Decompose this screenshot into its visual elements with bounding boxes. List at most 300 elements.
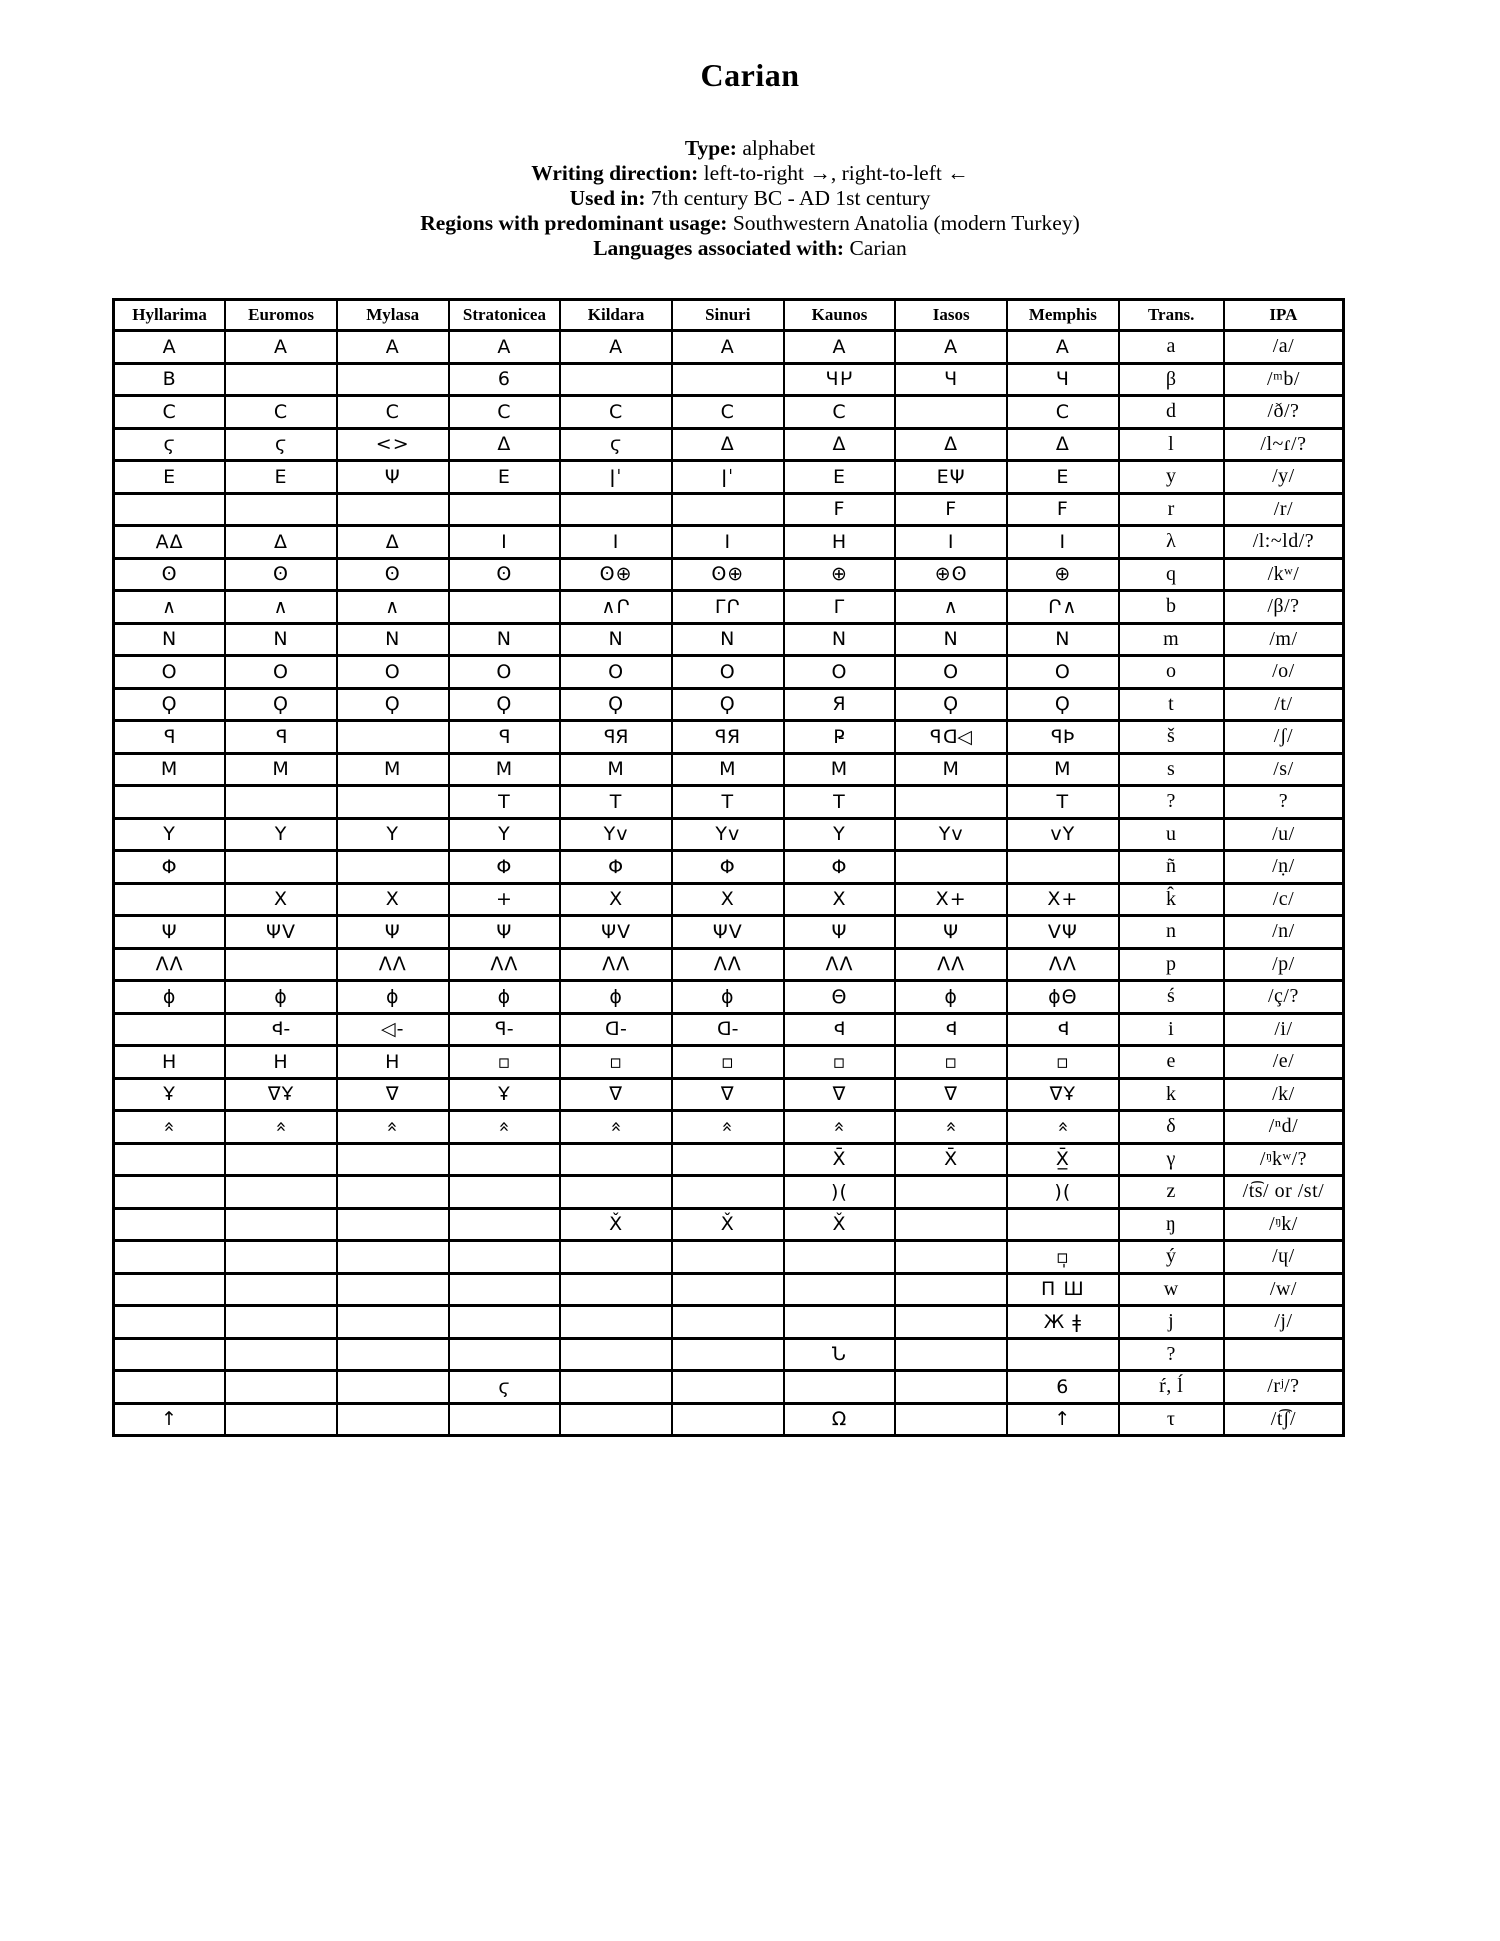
glyph-cell: Ր∧ <box>1007 591 1119 624</box>
glyph-cell: PD◁ <box>895 721 1007 754</box>
glyph-cell <box>560 1241 672 1274</box>
glyph-cell: O <box>449 656 561 689</box>
glyph-cell <box>114 493 226 526</box>
glyph-cell <box>225 1143 337 1176</box>
table-body <box>114 331 1344 1436</box>
glyph-cell: ϛ <box>449 1371 561 1404</box>
glyph-cell: Ն <box>784 1338 896 1371</box>
meta-type-value: alphabet <box>736 136 816 160</box>
glyph-cell: Ψ <box>895 916 1007 949</box>
glyph-cell: C <box>337 396 449 429</box>
glyph-cell: Φ <box>560 851 672 884</box>
table-row <box>114 1013 1344 1046</box>
ipa-cell: /c/ <box>1224 883 1344 916</box>
ipa-cell: /ç/? <box>1224 981 1344 1014</box>
meta-used-in-value: 7th century BC - AD 1st century <box>645 186 931 210</box>
glyph-cell: 6 <box>449 363 561 396</box>
glyph-cell: N <box>449 623 561 656</box>
glyph-cell: T <box>560 786 672 819</box>
glyph-cell: ʘ <box>225 558 337 591</box>
ipa-cell: ? <box>1224 786 1344 819</box>
glyph-cell: ∇ <box>337 1078 449 1111</box>
glyph-cell <box>895 1241 1007 1274</box>
table-row <box>114 396 1344 429</box>
glyph-cell: B <box>114 363 226 396</box>
glyph-cell: Y <box>449 818 561 851</box>
glyph-cell <box>114 1176 226 1209</box>
transformed-glyph: « <box>828 1120 851 1134</box>
transformed-glyph: Þ <box>1056 1018 1070 1041</box>
glyph-cell <box>672 1143 784 1176</box>
glyph-cell <box>114 1143 226 1176</box>
glyph-cell: A <box>672 331 784 364</box>
glyph-cell: ΛΛ <box>560 948 672 981</box>
transliteration-cell: k <box>1119 1078 1224 1111</box>
glyph-cell <box>225 1371 337 1404</box>
glyph-cell: E <box>784 461 896 494</box>
glyph-cell <box>895 1273 1007 1306</box>
glyph-cell: O <box>560 656 672 689</box>
glyph-cell: A <box>337 331 449 364</box>
glyph-cell <box>560 1273 672 1306</box>
glyph-cell <box>895 1306 1007 1339</box>
glyph-cell: ʘ <box>114 558 226 591</box>
glyph-cell: ↑ <box>1007 1403 1119 1436</box>
glyph-cell: M <box>560 753 672 786</box>
glyph-cell: D- <box>560 1013 672 1046</box>
glyph-cell: M <box>672 753 784 786</box>
glyph-cell: Γ <box>784 591 896 624</box>
ipa-cell: /o/ <box>1224 656 1344 689</box>
glyph-cell: N <box>225 623 337 656</box>
table-row <box>114 1338 1344 1371</box>
glyph-cell <box>560 1306 672 1339</box>
glyph-cell <box>672 1306 784 1339</box>
glyph-cell <box>560 363 672 396</box>
table-row <box>114 688 1344 721</box>
glyph-cell: M <box>784 753 896 786</box>
glyph-cell <box>895 851 1007 884</box>
glyph-cell: X <box>225 883 337 916</box>
glyph-cell <box>672 1371 784 1404</box>
glyph-cell: ◁- <box>337 1013 449 1046</box>
glyph-cell: ∧Ր <box>560 591 672 624</box>
meta-writing-direction <box>0 161 1500 186</box>
glyph-cell: H <box>337 1046 449 1079</box>
glyph-cell: O <box>114 656 226 689</box>
glyph-cell: E <box>1007 461 1119 494</box>
glyph-cell: Y <box>337 818 449 851</box>
glyph-cell <box>1007 1338 1119 1371</box>
glyph-cell: A <box>449 331 561 364</box>
glyph-cell: N <box>895 623 1007 656</box>
glyph-cell: H <box>784 526 896 559</box>
table-row <box>114 981 1344 1014</box>
ipa-cell: /t/ <box>1224 688 1344 721</box>
glyph-cell <box>225 1241 337 1274</box>
glyph-cell <box>449 591 561 624</box>
meta-writing-direction-value: left-to-right →, right-to-left ← <box>698 161 969 185</box>
glyph-cell <box>225 1176 337 1209</box>
meta-writing-direction-label: Writing direction: <box>531 161 699 185</box>
column-header: Hyllarima <box>114 300 226 331</box>
table-row <box>114 1208 1344 1241</box>
transliteration-cell: š <box>1119 721 1224 754</box>
glyph-cell: X <box>672 1208 784 1241</box>
page-header <box>0 0 1500 261</box>
glyph-cell <box>337 1273 449 1306</box>
column-header: Sinuri <box>672 300 784 331</box>
glyph-cell <box>114 1111 226 1144</box>
glyph-cell: ⊕ <box>1007 558 1119 591</box>
transliteration-cell: d <box>1119 396 1224 429</box>
meta-languages-label: Languages associated with: <box>593 236 845 260</box>
glyph-cell: Φ <box>784 851 896 884</box>
column-header: Stratonicea <box>449 300 561 331</box>
glyph-cell: ∇Ұ <box>225 1078 337 1111</box>
table-row <box>114 428 1344 461</box>
transliteration-cell: t <box>1119 688 1224 721</box>
glyph-cell: ΨV <box>560 916 672 949</box>
transformed-glyph: « <box>270 1120 293 1134</box>
glyph-cell: Y <box>225 818 337 851</box>
ipa-cell: /k/ <box>1224 1078 1344 1111</box>
transliteration-cell: p <box>1119 948 1224 981</box>
transformed-glyph: « <box>381 1120 404 1134</box>
transliteration-cell: δ <box>1119 1111 1224 1144</box>
transformed-glyph: Ч <box>839 368 854 391</box>
table-row <box>114 558 1344 591</box>
glyph-cell: ΛΛ <box>895 948 1007 981</box>
glyph-cell <box>225 1403 337 1436</box>
glyph-cell: Δ <box>449 428 561 461</box>
glyph-cell <box>560 1176 672 1209</box>
glyph-cell: Δ <box>672 428 784 461</box>
transformed-glyph: P <box>714 725 727 748</box>
glyph-cell: N <box>672 623 784 656</box>
transformed-glyph: P <box>929 725 942 748</box>
glyph-cell <box>337 721 449 754</box>
ipa-cell: /y/ <box>1224 461 1344 494</box>
table-row <box>114 1273 1344 1306</box>
glyph-cell: Ϙ <box>1007 688 1119 721</box>
glyph-cell <box>895 1176 1007 1209</box>
glyph-cell: H <box>114 1046 226 1079</box>
page-title: Carian <box>700 57 800 93</box>
glyph-cell <box>114 786 226 819</box>
glyph-cell <box>225 786 337 819</box>
transliteration-cell: m <box>1119 623 1224 656</box>
glyph-cell <box>114 883 226 916</box>
ipa-cell <box>1224 1338 1344 1371</box>
glyph-cell: C <box>1007 396 1119 429</box>
glyph-cell <box>784 1241 896 1274</box>
glyph-cell <box>672 1241 784 1274</box>
transformed-glyph: « <box>716 1120 739 1134</box>
transliteration-cell: r <box>1119 493 1224 526</box>
metadata-block <box>0 136 1500 261</box>
glyph-cell: ΨV <box>672 916 784 949</box>
glyph-cell: Þ- <box>225 1013 337 1046</box>
glyph-cell: Ϙ <box>449 688 561 721</box>
glyph-cell <box>784 1273 896 1306</box>
glyph-cell: ǀˈ <box>672 461 784 494</box>
column-header: Memphis <box>1007 300 1119 331</box>
glyph-cell: Ψ <box>114 916 226 949</box>
glyph-cell: ʘ <box>337 558 449 591</box>
glyph-cell: X <box>1007 1143 1119 1176</box>
glyph-cell <box>337 786 449 819</box>
transliteration-cell: y <box>1119 461 1224 494</box>
table-row <box>114 591 1344 624</box>
transformed-glyph: D <box>941 725 958 748</box>
table-row <box>114 883 1344 916</box>
glyph-cell: Ϙ <box>225 688 337 721</box>
glyph-cell: <> <box>337 428 449 461</box>
glyph-cell <box>337 1371 449 1404</box>
table-row <box>114 721 1344 754</box>
glyph-cell <box>560 1403 672 1436</box>
glyph-cell: X <box>560 883 672 916</box>
transliteration-cell: j <box>1119 1306 1224 1339</box>
glyph-cell: I <box>1007 526 1119 559</box>
glyph-cell <box>337 1403 449 1436</box>
glyph-cell: F <box>784 493 896 526</box>
glyph-cell <box>114 1241 226 1274</box>
glyph-cell: T <box>784 786 896 819</box>
glyph-cell: 6 <box>1007 1371 1119 1404</box>
glyph-cell <box>225 721 337 754</box>
glyph-cell: C <box>560 396 672 429</box>
transliteration-cell: w <box>1119 1273 1224 1306</box>
glyph-cell: Ұ <box>114 1078 226 1111</box>
ipa-cell: /n/ <box>1224 916 1344 949</box>
glyph-cell <box>337 851 449 884</box>
meta-regions <box>0 211 1500 236</box>
column-header: Kaunos <box>784 300 896 331</box>
table-row <box>114 331 1344 364</box>
glyph-cell <box>895 786 1007 819</box>
glyph-cell: ▫ <box>1007 1241 1119 1274</box>
ipa-cell: /t͡s/ or /st/ <box>1224 1176 1344 1209</box>
glyph-cell <box>784 1013 896 1046</box>
transliteration-cell: ñ <box>1119 851 1224 884</box>
glyph-cell: vY <box>1007 818 1119 851</box>
glyph-cell <box>449 1338 561 1371</box>
table-row <box>114 786 1344 819</box>
glyph-cell: N <box>337 623 449 656</box>
glyph-cell: O <box>337 656 449 689</box>
table-row <box>114 1403 1344 1436</box>
glyph-cell: ʘ⊕ <box>560 558 672 591</box>
glyph-cell <box>1007 1013 1119 1046</box>
glyph-cell: ↑ <box>114 1403 226 1436</box>
glyph-cell: N <box>114 623 226 656</box>
glyph-cell: Δ <box>784 428 896 461</box>
glyph-cell: Δ <box>225 526 337 559</box>
glyph-cell <box>225 1338 337 1371</box>
glyph-cell: ΨV <box>225 916 337 949</box>
table-row <box>114 1046 1344 1079</box>
transformed-glyph: Þ <box>270 1018 284 1041</box>
glyph-cell <box>672 493 784 526</box>
glyph-cell <box>449 1208 561 1241</box>
glyph-cell <box>449 1403 561 1436</box>
transliteration-cell: ŋ <box>1119 1208 1224 1241</box>
transliteration-cell: τ <box>1119 1403 1224 1436</box>
transformed-glyph: P <box>494 1018 507 1041</box>
glyph-cell: ϛ <box>114 428 226 461</box>
glyph-cell: A <box>114 331 226 364</box>
glyph-cell: T <box>449 786 561 819</box>
glyph-cell: Ψ <box>337 461 449 494</box>
glyph-cell: I <box>895 526 1007 559</box>
glyph-cell <box>784 1306 896 1339</box>
header-row <box>114 300 1344 331</box>
glyph-cell: VΨ <box>1007 916 1119 949</box>
glyph-cell: C <box>784 396 896 429</box>
glyph-cell: Ψ <box>337 916 449 949</box>
glyph-cell: Δ <box>337 526 449 559</box>
glyph-cell <box>895 1208 1007 1241</box>
ipa-cell: /p/ <box>1224 948 1344 981</box>
ipa-cell: /β/? <box>1224 591 1344 624</box>
glyph-cell: M <box>895 753 1007 786</box>
glyph-cell <box>114 1338 226 1371</box>
ipa-cell: /ɥ/ <box>1224 1241 1344 1274</box>
glyph-cell: I <box>449 526 561 559</box>
glyph-cell: ʘ⊕ <box>672 558 784 591</box>
glyph-cell <box>672 363 784 396</box>
table-row <box>114 363 1344 396</box>
transliteration-cell: ? <box>1119 1338 1224 1371</box>
glyph-cell: C <box>114 396 226 429</box>
glyph-cell: ∇ <box>895 1078 1007 1111</box>
transformed-glyph: P <box>602 725 616 748</box>
glyph-cell <box>1007 1111 1119 1144</box>
glyph-cell: C <box>449 396 561 429</box>
glyph-cell: X <box>895 1143 1007 1176</box>
glyph-cell: PЯ <box>672 721 784 754</box>
glyph-cell: I <box>560 526 672 559</box>
glyph-cell: H <box>225 1046 337 1079</box>
glyph-cell: PЯ <box>560 721 672 754</box>
glyph-cell: ЧЧ <box>784 363 896 396</box>
glyph-cell: O <box>225 656 337 689</box>
meta-languages-value: Carian <box>844 236 907 260</box>
glyph-cell: )( <box>1007 1176 1119 1209</box>
meta-languages <box>0 236 1500 261</box>
ipa-cell: /rʲ/? <box>1224 1371 1344 1404</box>
transliteration-cell: a <box>1119 331 1224 364</box>
meta-regions-value: Southwestern Anatolia (modern Turkey) <box>727 211 1080 235</box>
glyph-cell: Я <box>784 688 896 721</box>
transliteration-cell: e <box>1119 1046 1224 1079</box>
ipa-cell: /u/ <box>1224 818 1344 851</box>
glyph-cell: ɸ <box>337 981 449 1014</box>
glyph-cell <box>337 1338 449 1371</box>
table-row <box>114 1241 1344 1274</box>
glyph-cell: E <box>114 461 226 494</box>
glyph-cell: M <box>225 753 337 786</box>
glyph-cell: Ұ <box>449 1078 561 1111</box>
glyph-cell <box>337 363 449 396</box>
glyph-cell: )( <box>784 1176 896 1209</box>
glyph-cell: P- <box>449 1013 561 1046</box>
glyph-cell <box>225 851 337 884</box>
glyph-cell <box>225 1111 337 1144</box>
glyph-cell: EΨ <box>895 461 1007 494</box>
glyph-cell: ∇ <box>560 1078 672 1111</box>
glyph-cell: D- <box>672 1013 784 1046</box>
table-header <box>114 300 1344 331</box>
glyph-cell: ɸΘ <box>1007 981 1119 1014</box>
glyph-cell: E <box>449 461 561 494</box>
glyph-cell <box>784 1111 896 1144</box>
ipa-cell: /ᵑkʷ/? <box>1224 1143 1344 1176</box>
glyph-cell: Yv <box>560 818 672 851</box>
glyph-cell: ɸ <box>225 981 337 1014</box>
glyph-cell <box>560 493 672 526</box>
glyph-cell: ϛ <box>225 428 337 461</box>
glyph-cell: ΓՐ <box>672 591 784 624</box>
glyph-cell <box>1007 851 1119 884</box>
glyph-cell: O <box>784 656 896 689</box>
glyph-cell: T <box>672 786 784 819</box>
glyph-cell <box>225 948 337 981</box>
glyph-cell: ΛΛ <box>672 948 784 981</box>
glyph-cell <box>672 1176 784 1209</box>
table-row <box>114 656 1344 689</box>
table-row <box>114 493 1344 526</box>
ipa-cell: /ⁿd/ <box>1224 1111 1344 1144</box>
glyph-cell: ∇ <box>784 1078 896 1111</box>
glyph-cell: Δ <box>1007 428 1119 461</box>
glyph-cell <box>672 1338 784 1371</box>
transliteration-cell: ŕ, ĺ <box>1119 1371 1224 1404</box>
glyph-cell <box>895 1403 1007 1436</box>
meta-regions-label: Regions with predominant usage: <box>420 211 728 235</box>
glyph-cell: T <box>1007 786 1119 819</box>
transliteration-cell: ś <box>1119 981 1224 1014</box>
glyph-cell <box>225 1273 337 1306</box>
glyph-cell: ⊕ <box>784 558 896 591</box>
glyph-cell: Φ <box>114 851 226 884</box>
table-row <box>114 1306 1344 1339</box>
glyph-cell: ΛΛ <box>337 948 449 981</box>
glyph-cell: ΛΛ <box>784 948 896 981</box>
glyph-cell <box>337 1111 449 1144</box>
glyph-cell: Ж ǂ <box>1007 1306 1119 1339</box>
glyph-cell: X <box>784 883 896 916</box>
glyph-cell: N <box>560 623 672 656</box>
transliteration-cell: λ <box>1119 526 1224 559</box>
glyph-cell: X <box>560 1208 672 1241</box>
glyph-cell: ΑΔ <box>114 526 226 559</box>
glyph-cell: O <box>1007 656 1119 689</box>
glyph-cell: M <box>1007 753 1119 786</box>
glyph-cell <box>672 1111 784 1144</box>
glyph-cell: Π Ш <box>1007 1273 1119 1306</box>
ipa-cell: /e/ <box>1224 1046 1344 1079</box>
ipa-cell: /a/ <box>1224 331 1344 364</box>
glyph-cell <box>449 493 561 526</box>
transliteration-cell: q <box>1119 558 1224 591</box>
glyph-cell: ▫ <box>784 1046 896 1079</box>
glyph-cell: A <box>1007 331 1119 364</box>
glyph-cell: Θ <box>784 981 896 1014</box>
glyph-cell: Ч <box>1007 363 1119 396</box>
